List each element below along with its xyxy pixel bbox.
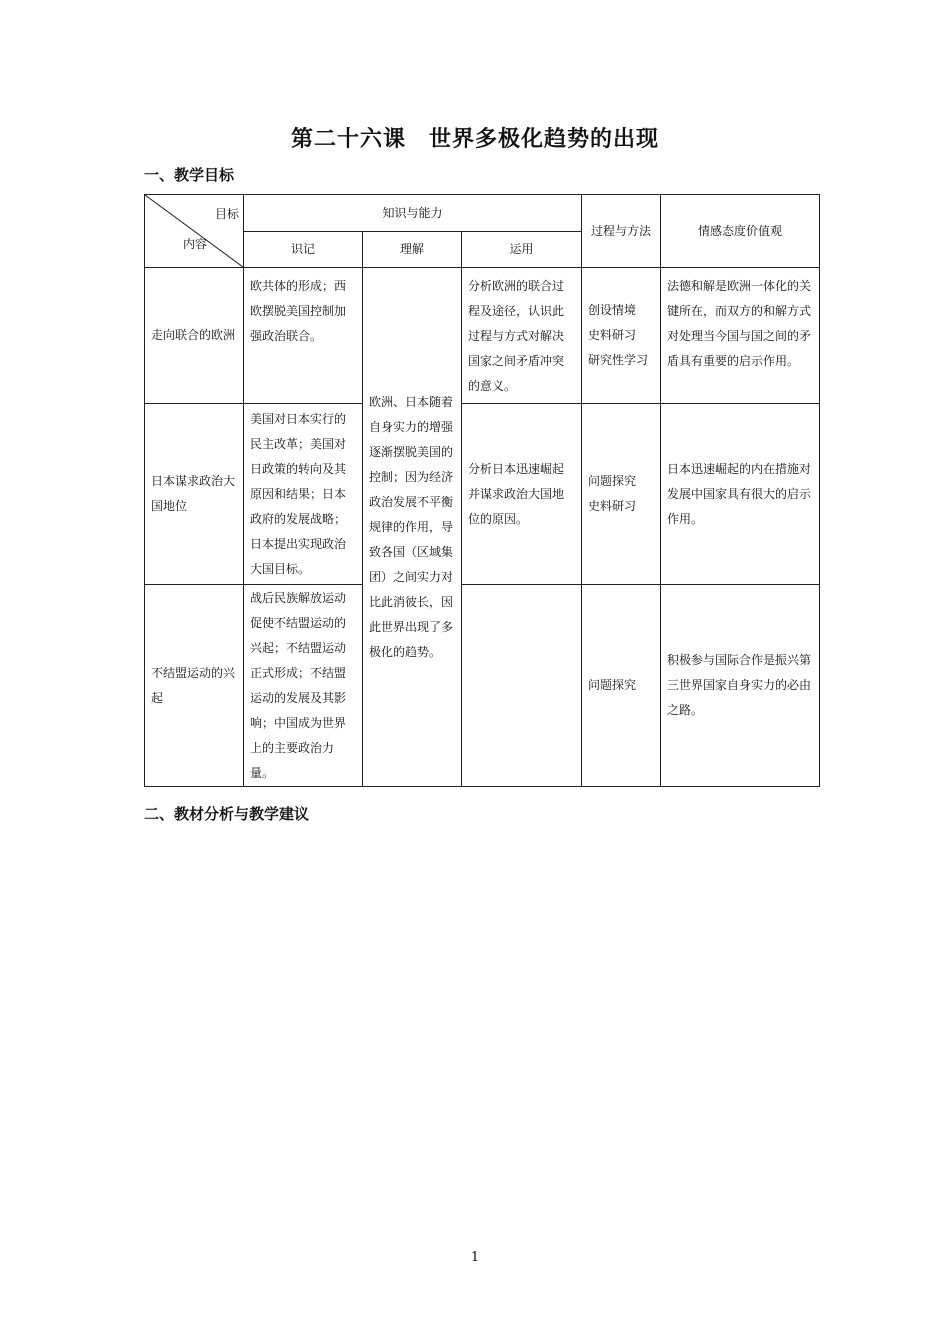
corner-label-content: 内容 [183,237,208,251]
content-cell: 不结盟运动的兴起 [145,585,244,787]
apply-cell [462,585,582,787]
process-cell: 问题探究 史料研习 [582,404,661,585]
attitude-cell: 积极参与国际合作是振兴第三世界国家自身实力的必由之路。 [661,585,820,787]
corner-label-goal: 目标 [214,207,239,221]
page-number: 1 [470,1250,480,1265]
process-cell: 创设情境 史料研习 研究性学习 [582,268,661,404]
table-row [145,268,820,404]
table-row [145,404,820,585]
apply-cell: 分析日本迅速崛起并谋求政治大国地位的原因。 [462,404,582,585]
attitude-cell: 法德和解是欧洲一体化的关键所在，而双方的和解方式对处理当今国与国之间的矛盾具有重要的启示作用。 [661,268,820,404]
understand-cell: 欧洲、日本随着自身实力的增强逐渐摆脱美国的控制；因为经济政治发展不平衡规律的作用，导致各国（区域集团）之间实力对比此消彼长，因此世界出现了多极化的趋势。 [363,268,462,787]
header-process-method: 过程与方法 [582,195,661,268]
diagonal-divider [145,195,243,267]
apply-cell: 分析欧洲的联合过程及途径，认识此过程与方式对解决国家之间矛盾冲突的意义。 [462,268,582,404]
header-attitude-values: 情感态度价值观 [661,195,820,268]
section-heading-goals: 一、教学目标 [144,166,235,184]
teaching-goals-table [144,194,820,787]
header-knowledge-ability: 知识与能力 [244,195,582,232]
page-title: 第二十六课 世界多极化趋势的出现 [290,127,659,152]
header-understand: 理解 [363,232,462,268]
attitude-cell: 日本迅速崛起的内在措施对发展中国家具有很大的启示作用。 [661,404,820,585]
recall-cell: 美国对日本实行的民主改革；美国对日政策的转向及其原因和结果；日本政府的发展战略；日本提出实现政治大国目标。 [244,404,363,585]
recall-cell: 战后民族解放运动促使不结盟运动的兴起；不结盟运动正式形成；不结盟运动的发展及其影响；中国成为世界上的主要政治力量。 [244,585,363,787]
header-recall: 识记 [244,232,363,268]
table-row [145,585,820,787]
content-cell: 日本谋求政治大国地位 [145,404,244,585]
recall-cell: 欧共体的形成；西欧摆脱美国控制加强政治联合。 [244,268,363,404]
corner-header-cell [145,195,244,268]
header-row [145,195,820,232]
section-heading-analysis: 二、教材分析与教学建议 [144,805,310,823]
content-cell: 走向联合的欧洲 [145,268,244,404]
process-cell: 问题探究 [582,585,661,787]
header-apply: 运用 [462,232,582,268]
